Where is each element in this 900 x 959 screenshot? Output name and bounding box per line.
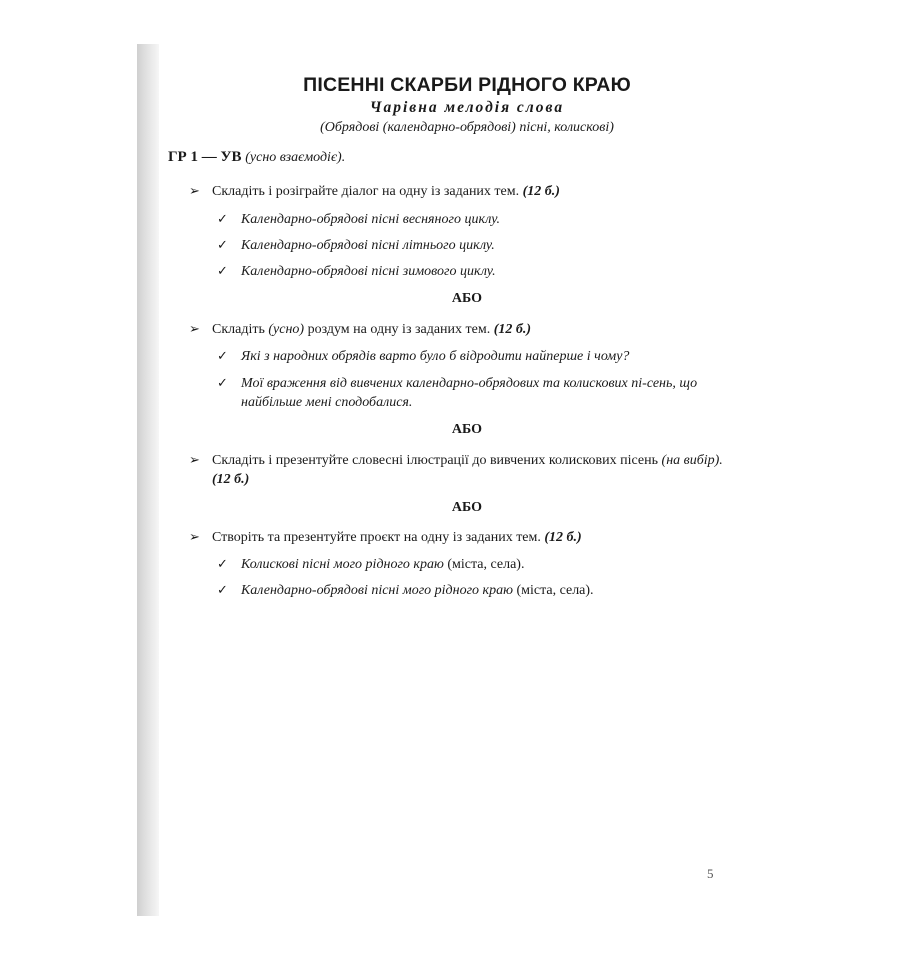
- arrow-bullet-icon: ➢: [189, 184, 200, 199]
- check-mark-icon: ✓: [217, 583, 228, 598]
- check-mark-icon: ✓: [217, 212, 228, 227]
- page-title: ПІСЕННІ СКАРБИ РІДНОГО КРАЮ: [303, 74, 631, 96]
- scan-edge-shadow: [137, 44, 159, 916]
- task-4-points: (12 б.): [544, 530, 582, 545]
- page-number: 5: [707, 866, 714, 881]
- task-1-text: Складіть і розіграйте діалог на одну із заданих тем.: [212, 184, 520, 199]
- or-separator-1: АБО: [451, 291, 483, 306]
- check-mark-icon: ✓: [217, 238, 228, 253]
- arrow-bullet-icon: ➢: [189, 322, 200, 337]
- genre-note: (Обрядові (календарно-обрядові) пісні, колискові): [320, 120, 614, 135]
- or-separator-3: АБО: [451, 500, 483, 515]
- group-heading: [168, 149, 345, 166]
- arrow-bullet-icon: ➢: [189, 530, 200, 545]
- group-note: (усно взаємодіє).: [245, 150, 346, 165]
- check-mark-icon: ✓: [217, 349, 228, 364]
- task-1-points: (12 б.): [522, 184, 560, 199]
- task-4-text: Створіть та презентуйте проєкт на одну із заданих тем.: [212, 530, 541, 545]
- task-2-points: (12 б.): [493, 322, 532, 337]
- task-3-text: Складіть і презентуйте словесні ілюстрації до вивчених колискових пісень: [212, 453, 659, 468]
- group-label: ГР 1 — УВ: [168, 149, 242, 165]
- arrow-bullet-icon: ➢: [189, 453, 200, 468]
- check-mark-icon: ✓: [217, 264, 228, 279]
- page-subtitle: Чарівна мелодія слова: [369, 99, 565, 116]
- task-3-points: (12 б.): [212, 472, 250, 487]
- check-mark-icon: ✓: [217, 557, 228, 572]
- check-mark-icon: ✓: [217, 376, 228, 391]
- document-page: ПІСЕННІ СКАРБИ РІДНОГО КРАЮ Чарівна мелодія слова (Обрядові (календарно-обрядові) пісні, колискові) ГР 1 — УВ (усно взаємодіє). ➢ Складіть і розіграйте діалог на одну із заданих тем. (12 б.) ✓ Календарно-обрядові пісні весняного циклу. ✓ Календарно-обрядові пісні літнього циклу. ✓ Календарно-обрядові пісні зимового циклу. АБО ➢ Складіть (усно) роздум на одну із заданих тем. (12 б.) ✓ Які з народних обрядів варто було б відродити найперше і чому? ✓ Мої враження від вивчених календарно-обрядових та колискових пі-сень, що найбільше мені сподобалися. АБО ➢ Складіть і презентуйте словесні ілюстрації до вивчених колискових пісень (на вибір). (12 б.) АБО ➢ Створіть та презентуйте проєкт на одну із заданих тем. (12 б.) ✓ Колискові пісні мого рідного краю (міста, села). ✓ Календарно-обрядові пісні мого рідного краю (міста, села). 5: [159, 44, 900, 916]
- or-separator-2: АБО: [451, 422, 483, 437]
- task-3-note: (на вибір).: [661, 453, 723, 468]
